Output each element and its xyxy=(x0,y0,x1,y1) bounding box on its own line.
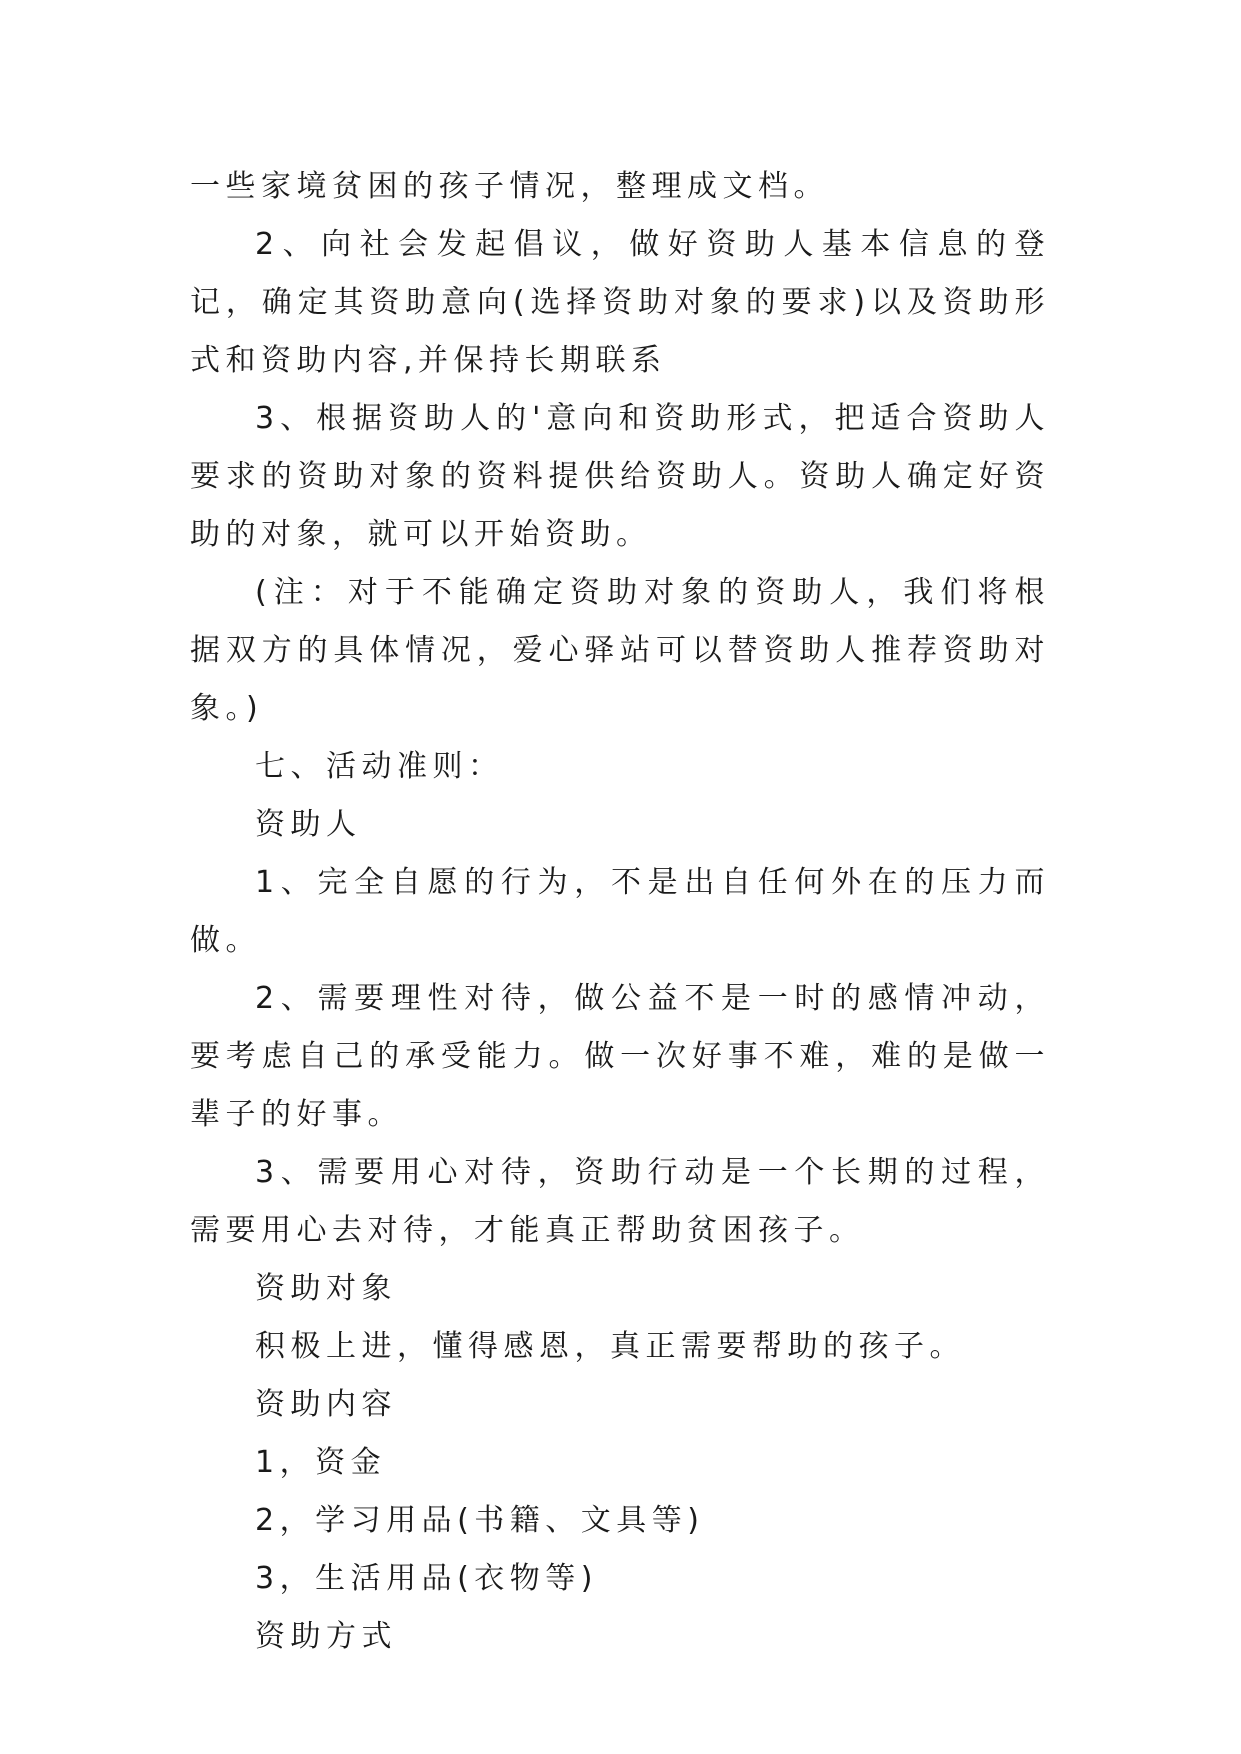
document-body xyxy=(190,158,1050,1666)
recipient-description: 积极上进，懂得感恩，真正需要帮助的孩子。 xyxy=(255,1329,965,1364)
sponsor-rule-3: 3、需要用心对待，资助行动是一个长期的过程，需要用心去对待，才能真正帮助贫困孩子。 xyxy=(190,1155,1050,1248)
subheading-recipient: 资助对象 xyxy=(255,1271,397,1306)
subheading-content: 资助内容 xyxy=(255,1387,397,1422)
section-heading-guidelines: 七、活动准则： xyxy=(255,749,504,784)
paragraph-continuation: 一些家境贫困的孩子情况，整理成文档。 xyxy=(190,169,829,204)
content-item-2: 2，学习用品(书籍、文具等) xyxy=(255,1503,705,1538)
content-item-3: 3，生活用品(衣物等) xyxy=(255,1561,598,1596)
sponsor-rule-1: 1、完全自愿的行为，不是出自任何外在的压力而做。 xyxy=(190,865,1050,958)
subheading-method: 资助方式 xyxy=(255,1619,397,1654)
sponsor-rule-2: 2、需要理性对待，做公益不是一时的感情冲动，要考虑自己的承受能力。做一次好事不难，难的是做一辈子的好事。 xyxy=(190,981,1050,1132)
paragraph-note: (注：对于不能确定资助对象的资助人，我们将根据双方的具体情况，爱心驿站可以替资助人推荐资助对象。) xyxy=(190,575,1050,726)
content-item-1: 1，资金 xyxy=(255,1445,387,1480)
subheading-sponsor: 资助人 xyxy=(255,807,362,842)
paragraph-step-3: 3、根据资助人的'意向和资助形式，把适合资助人要求的资助对象的资料提供给资助人。资助人确定好资助的对象，就可以开始资助。 xyxy=(190,401,1050,552)
paragraph-step-2: 2、向社会发起倡议，做好资助人基本信息的登记，确定其资助意向(选择资助对象的要求)以及资助形式和资助内容,并保持长期联系 xyxy=(190,227,1050,378)
